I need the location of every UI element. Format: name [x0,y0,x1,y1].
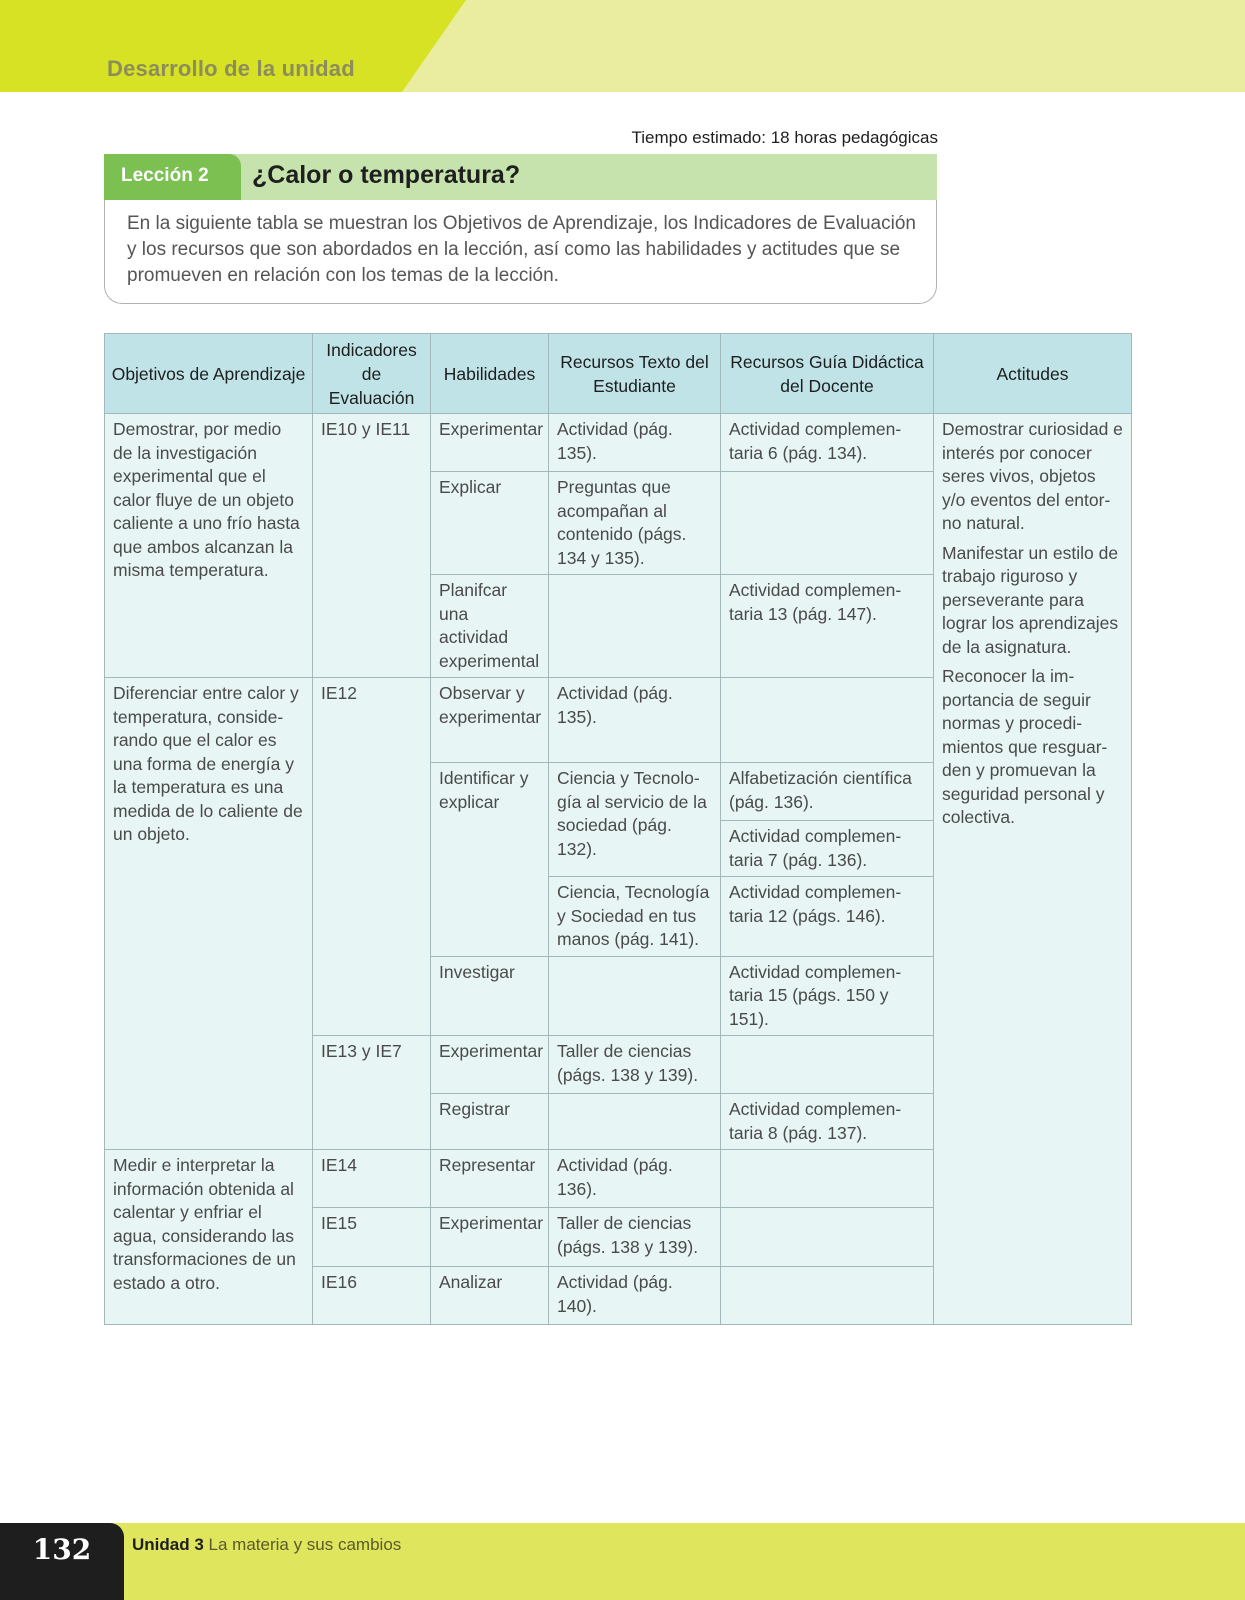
skill-cell: Explicar [431,472,549,575]
student-resource-cell: Actividad (pág. 135). [549,414,721,472]
page-number: 132 [0,1523,124,1600]
teacher-resource-cell [721,1208,934,1267]
skill-cell: Identificar y explicar [431,763,549,957]
skill-cell: Experimentar [431,1036,549,1094]
student-resource-cell: Actividad (pág. 140). [549,1267,721,1325]
teacher-resource-cell: Actividad complemen-taria 7 (pág. 136). [721,821,934,877]
teacher-resource-cell: Alfabetización científica (pág. 136). [721,763,934,821]
teacher-resource-cell: Actividad complemen-taria 12 (págs. 146). [721,877,934,957]
unit-number: Unidad 3 [132,1535,204,1554]
section-title: Desarrollo de la unidad [107,56,355,81]
unit-name: La materia y sus cambios [208,1535,402,1554]
header-objectives: Objetivos de Aprendizaje [105,334,313,414]
student-resource-cell: Actividad (pág. 136). [549,1150,721,1208]
skill-cell: Observar y experimentar [431,678,549,763]
indicator-cell: IE14 [313,1150,431,1208]
intro-line: y los recursos que son abordados en la lección, así como las habilidades y actitudes que se [127,239,901,260]
indicator-cell: IE12 [313,678,431,1036]
table-row [105,414,1132,472]
lesson-title: ¿Calor o temperatura? [252,161,521,189]
objective-cell: Demostrar, por medio de la investigación experimental que el calor fluye de un objeto caliente a uno frío hasta que ambos alcanzan la misma temperatura. [105,414,313,678]
student-resource-cell: Taller de ciencias (págs. 138 y 139). [549,1036,721,1094]
indicator-cell: IE15 [313,1208,431,1267]
student-resource-cell: Ciencia y Tecnolo-gía al servicio de la sociedad (pág. 132). [549,763,721,877]
header-attitudes: Actitudes [934,334,1132,414]
objective-cell: Diferenciar entre calor y temperatura, conside-rando que el calor es una forma de energía y la temperatura es una medida de lo caliente de un objeto. [105,678,313,1150]
attitude-item: Reconocer la im-portancia de seguir normas y procedi-mientos que resguar-den y promuevan la seguridad personal y colectiva. [942,666,1108,827]
teacher-resource-cell [721,1036,934,1094]
student-resource-cell [549,1094,721,1150]
skill-cell: Representar [431,1150,549,1208]
student-resource-cell [549,956,721,1036]
teacher-resource-cell: Actividad complemen-taria 15 (págs. 150 y 151). [721,956,934,1036]
lesson-intro [104,200,937,304]
attitude-item: Demostrar curiosidad e interés por conocer seres vivos, objetos y/o eventos del entor-no natural. [942,419,1123,533]
student-resource-cell: Taller de ciencias (págs. 138 y 139). [549,1208,721,1267]
intro-line: En la siguiente tabla se muestran los Objetivos de Aprendizaje, los Indicadores de Evaluación [127,213,916,234]
teacher-resource-cell [721,472,934,575]
skill-cell: Experimentar [431,414,549,472]
page-header-band [0,0,1245,92]
teacher-resource-cell [721,1150,934,1208]
attitudes-cell [934,414,1132,1325]
indicator-cell: IE10 y IE11 [313,414,431,678]
student-resource-cell: Ciencia, Tecnología y Sociedad en tus manos (pág. 141). [549,877,721,957]
header-student-resources: Recursos Texto del Estudiante [549,334,721,414]
teacher-resource-cell: Actividad complemen-taria 13 (pág. 147). [721,575,934,678]
attitude-item: Manifestar un estilo de trabajo riguroso y perseverante para lograr los aprendizajes de la asignatura. [942,542,1119,657]
student-resource-cell [549,575,721,678]
lesson-tag: Lección 2 [104,154,241,200]
header-indicators: Indicadores de Evaluación [313,334,431,414]
intro-line: promueven en relación con los temas de la lección. [127,265,559,286]
skill-cell: Analizar [431,1267,549,1325]
student-resource-cell: Actividad (pág. 135). [549,678,721,763]
skill-cell: Experimentar [431,1208,549,1267]
skill-cell: Investigar [431,956,549,1036]
table-header-row [105,334,1132,414]
indicator-cell: IE16 [313,1267,431,1325]
lesson-plan-table [104,333,1132,1325]
header-teacher-resources: Recursos Guía Didáctica del Docente [721,334,934,414]
student-resource-cell: Preguntas que acompañan al contenido (págs. 134 y 135). [549,472,721,575]
teacher-resource-cell: Actividad complemen-taria 6 (pág. 134). [721,414,934,472]
teacher-resource-cell [721,1267,934,1325]
teacher-resource-cell: Actividad complemen-taria 8 (pág. 137). [721,1094,934,1150]
estimated-time: Tiempo estimado: 18 horas pedagógicas [631,128,938,147]
skill-cell: Registrar [431,1094,549,1150]
header-skills: Habilidades [431,334,549,414]
skill-cell: Planifcar una actividad experimental [431,575,549,678]
unit-label [132,1535,401,1555]
indicator-cell: IE13 y IE7 [313,1036,431,1150]
teacher-resource-cell [721,678,934,763]
objective-cell: Medir e interpretar la información obtenida al calentar y enfriar el agua, considerando las transformaciones de un estado a otro. [105,1150,313,1325]
